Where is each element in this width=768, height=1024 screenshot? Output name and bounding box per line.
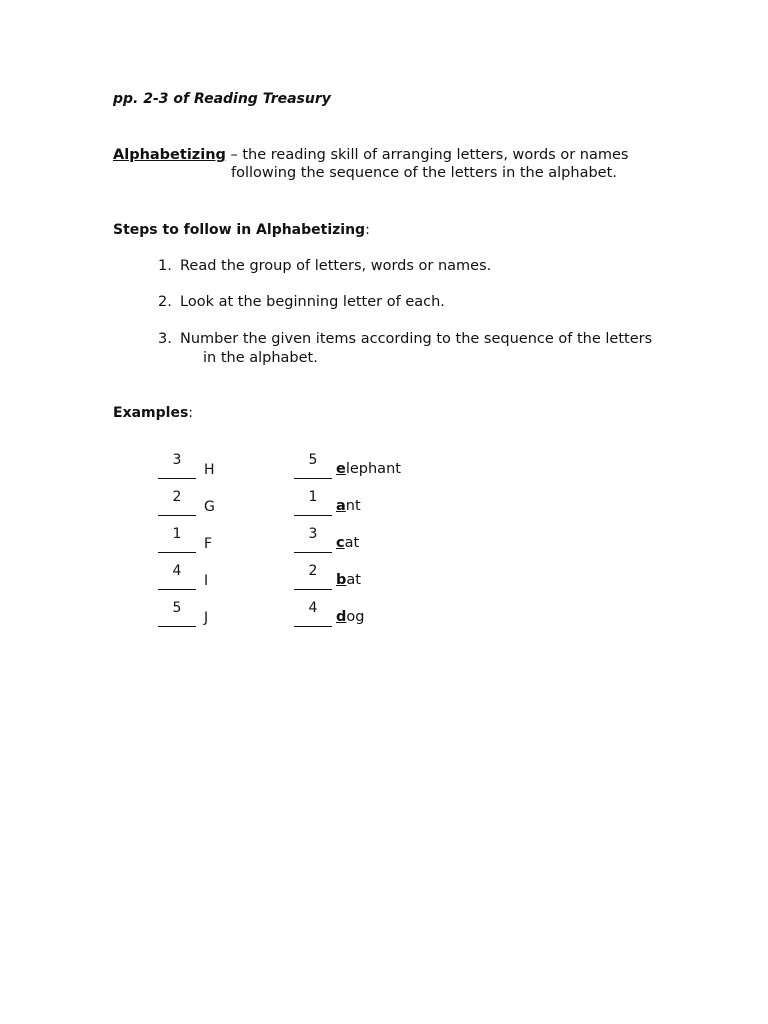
first-letter: c xyxy=(336,535,345,551)
word-rest: og xyxy=(346,609,365,625)
step-number: 2. xyxy=(158,294,172,310)
step-item-3-continuation: in the alphabet. xyxy=(203,350,318,366)
first-letter: b xyxy=(336,572,347,588)
example-word xyxy=(336,609,364,625)
first-letter: d xyxy=(336,609,347,625)
answer-value: 1 xyxy=(308,489,318,505)
first-letter: a xyxy=(336,498,346,514)
definition-line-1 xyxy=(113,147,628,163)
step-number: 3. xyxy=(158,331,172,347)
definition-line-2: following the sequence of the letters in the alphabet. xyxy=(231,165,617,181)
examples-heading xyxy=(113,405,193,421)
step-item-3 xyxy=(158,331,652,347)
word-rest: at xyxy=(344,535,360,551)
example-word xyxy=(336,572,361,588)
example-word xyxy=(336,535,359,551)
examples-heading-text: Examples xyxy=(113,405,189,421)
answer-value: 4 xyxy=(172,563,182,579)
answer-value: 5 xyxy=(172,600,182,616)
example-letter: H xyxy=(204,462,215,478)
word-rest: nt xyxy=(345,498,361,514)
example-letter: G xyxy=(204,499,215,515)
answer-value: 3 xyxy=(308,526,318,542)
example-word xyxy=(336,498,361,514)
example-word xyxy=(336,461,401,477)
definition-term: Alphabetizing xyxy=(113,147,226,163)
examples-heading-colon: : xyxy=(188,405,193,421)
answer-value: 2 xyxy=(172,489,182,505)
definition-text-1: – the reading skill of arranging letters, words or names xyxy=(225,147,629,163)
example-letter: F xyxy=(204,536,213,552)
step-text: Read the group of letters, words or names. xyxy=(180,258,492,274)
steps-heading xyxy=(113,222,370,238)
step-number: 1. xyxy=(158,258,172,274)
example-letter: I xyxy=(204,573,209,589)
answer-value: 2 xyxy=(308,563,318,579)
steps-heading-text: Steps to follow in Alphabetizing xyxy=(113,222,366,238)
word-rest: at xyxy=(346,572,361,588)
steps-heading-colon: : xyxy=(365,222,370,238)
step-text: Look at the beginning letter of each. xyxy=(180,294,445,310)
page-header: pp. 2-3 of Reading Treasury xyxy=(113,91,331,107)
step-item-1 xyxy=(158,258,491,274)
word-rest: lephant xyxy=(345,461,401,477)
answer-value: 1 xyxy=(172,526,182,542)
example-letter: J xyxy=(204,610,209,626)
answer-value: 4 xyxy=(308,600,318,616)
step-item-2 xyxy=(158,294,445,310)
answer-value: 5 xyxy=(308,452,318,468)
first-letter: e xyxy=(336,461,346,477)
answer-value: 3 xyxy=(172,452,182,468)
step-text: Number the given items according to the sequence of the letters xyxy=(180,331,653,347)
